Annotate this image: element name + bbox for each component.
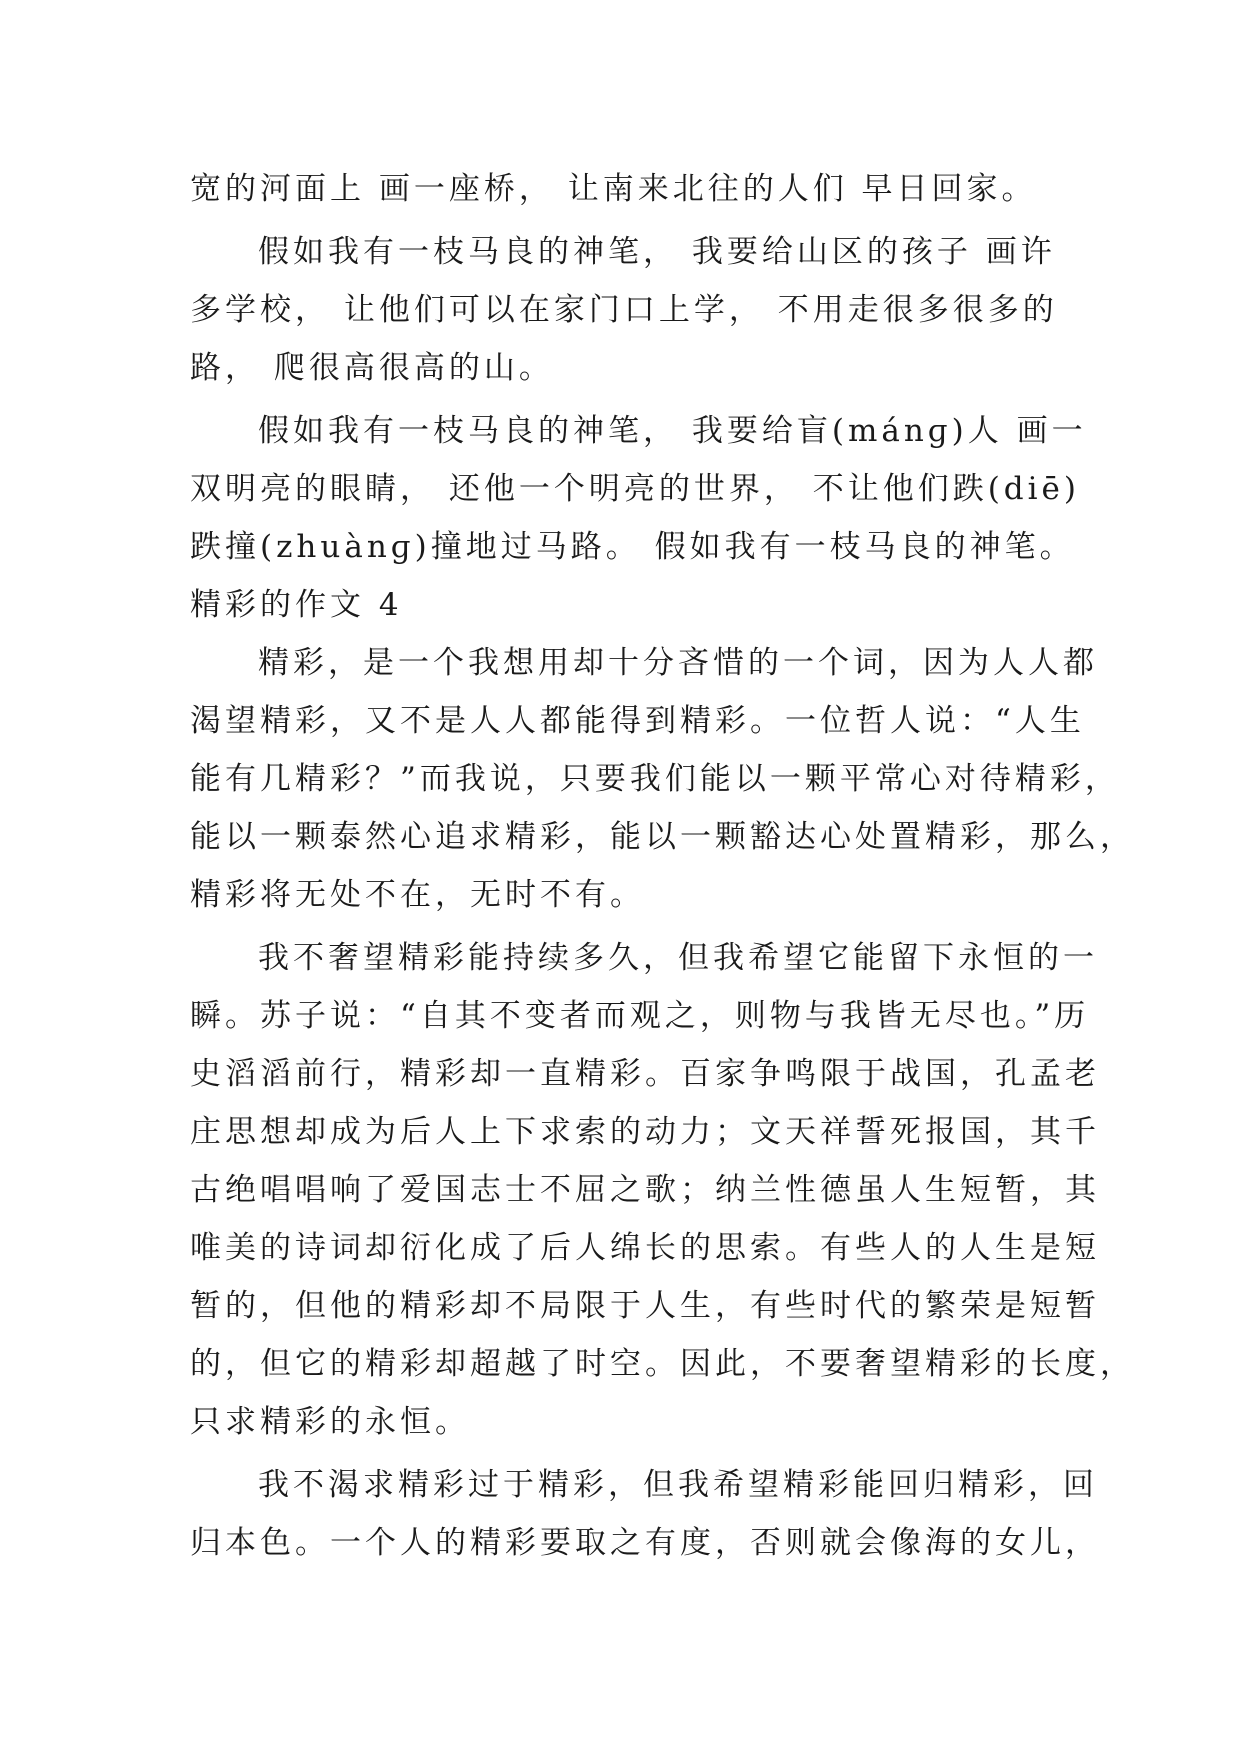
paragraph-line: 古绝唱唱响了爱国志士不屈之歌；纳兰性德虽人生短暂，其: [190, 1172, 1100, 1208]
paragraph-line: 假如我有一枝马良的神笔， 我要给盲(mánɡ)人 画一: [258, 413, 1087, 449]
section-heading: 精彩的作文 4: [190, 587, 403, 623]
paragraph-line: 唯美的诗词却衍化成了后人绵长的思索。有些人的人生是短: [190, 1230, 1100, 1266]
paragraph-line: 暂的，但他的精彩却不局限于人生，有些时代的繁荣是短暂: [190, 1288, 1100, 1324]
paragraph-line: 渴望精彩，又不是人人都能得到精彩。一位哲人说：“人生: [190, 703, 1085, 739]
paragraph-line: 双明亮的眼睛， 还他一个明亮的世界， 不让他们跌(diē): [190, 471, 1080, 507]
paragraph-line: 只求精彩的永恒。: [190, 1404, 470, 1440]
paragraph-line: 路， 爬很高很高的山。: [190, 350, 554, 386]
paragraph-line: 庄思想却成为后人上下求索的动力；文天祥誓死报国，其千: [190, 1114, 1100, 1150]
paragraph-line: 史滔滔前行，精彩却一直精彩。百家争鸣限于战国，孔孟老: [190, 1056, 1100, 1092]
paragraph-line: 能以一颗泰然心追求精彩，能以一颗豁达心处置精彩，那么，: [190, 819, 1135, 855]
paragraph-line: 多学校， 让他们可以在家门口上学， 不用走很多很多的: [190, 292, 1058, 328]
paragraph-line: 瞬。苏子说：“自其不变者而观之，则物与我皆无尽也。”历: [190, 998, 1090, 1034]
paragraph-line: 精彩将无处不在，无时不有。: [190, 877, 645, 913]
paragraph-line: 跌撞(zhuànɡ)撞地过马路。 假如我有一枝马良的神笔。: [190, 529, 1075, 565]
paragraph-line: 假如我有一枝马良的神笔， 我要给山区的孩子 画许: [258, 234, 1056, 270]
paragraph-line: 宽的河面上 画一座桥， 让南来北往的人们 早日回家。: [190, 171, 1037, 207]
paragraph-line: 能有几精彩？”而我说，只要我们能以一颗平常心对待精彩，: [190, 761, 1120, 797]
paragraph-line: 的，但它的精彩却超越了时空。因此，不要奢望精彩的长度，: [190, 1346, 1135, 1382]
paragraph-line: 我不奢望精彩能持续多久，但我希望它能留下永恒的一: [258, 940, 1098, 976]
paragraph-line: 我不渴求精彩过于精彩，但我希望精彩能回归精彩，回: [258, 1467, 1098, 1503]
paragraph-line: 归本色。一个人的精彩要取之有度，否则就会像海的女儿，: [190, 1525, 1100, 1561]
document-body: [190, 160, 1135, 1572]
paragraph-line: 精彩，是一个我想用却十分吝惜的一个词，因为人人都: [258, 645, 1098, 681]
